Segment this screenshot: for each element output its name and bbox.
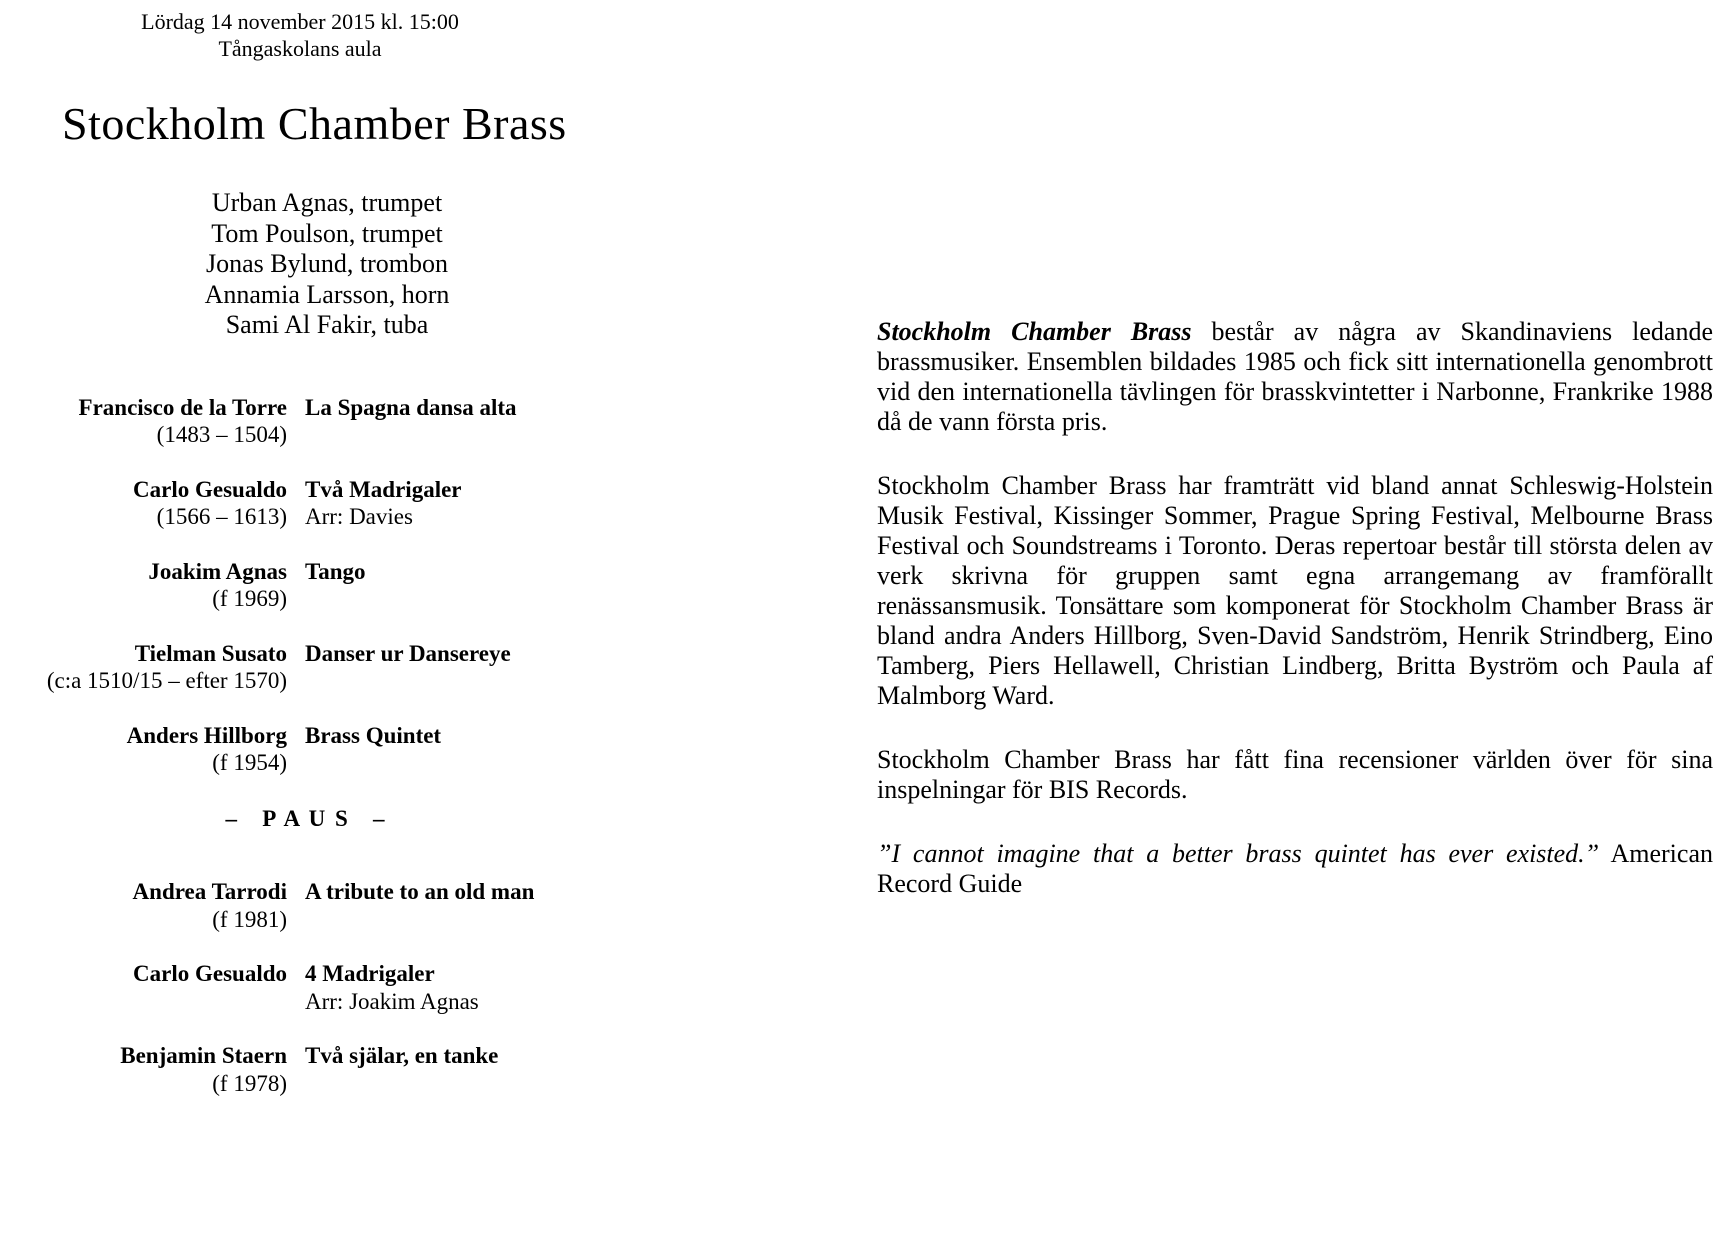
composer-name: Tielman Susato (134, 641, 287, 666)
composer-cell (0, 558, 287, 613)
event-details (0, 8, 600, 62)
piece-title: Danser ur Dansereye (305, 641, 511, 666)
composer-dates: (c:a 1510/15 – efter 1570) (46, 668, 287, 694)
piece-arranger: Arr: Davies (305, 504, 413, 530)
program-item (0, 878, 660, 933)
composer-name: Francisco de la Torre (78, 395, 287, 420)
performer: Urban Agnas, trumpet (211, 188, 443, 217)
review-quote (877, 839, 1713, 899)
piece-title: A tribute to an old man (305, 879, 535, 905)
quote-attribution: American Record Guide (877, 839, 1713, 898)
composer-cell (0, 960, 287, 1015)
about-paragraph-1-text: består av några av Skandinaviens ledande brassmusiker. Ensemblen bildades 1985 och fick sitt internationella genombrott vid den internationella tävlingen för brasskvintetter i Narbonne, Frankrike 1988 då de vann första pris. (877, 317, 1714, 436)
program-item (0, 558, 660, 613)
piece-cell (305, 476, 660, 531)
program-list (0, 394, 660, 1124)
program-item (0, 394, 660, 449)
program-item (0, 640, 660, 695)
program-item (0, 722, 660, 777)
composer-dates: (1483 – 1504) (156, 422, 287, 448)
about-paragraph-3: Stockholm Chamber Brass har fått fina recensioner världen över för sina inspelningar för BIS Records. (877, 745, 1713, 804)
performers-list (30, 188, 624, 341)
performer: Annamia Larsson, horn (204, 279, 450, 309)
piece-cell (305, 1042, 660, 1097)
composer-dates: (f 1969) (212, 586, 287, 612)
composer-name: Joakim Agnas (148, 559, 287, 584)
composer-cell (0, 722, 287, 777)
page-title: Stockholm Chamber Brass (62, 98, 567, 149)
composer-name: Carlo Gesualdo (133, 477, 287, 502)
composer-cell (0, 394, 287, 449)
ensemble-name-lead: Stockholm Chamber Brass (877, 317, 1192, 346)
piece-title: Två själar, en tanke (305, 1043, 499, 1069)
program-item (0, 476, 660, 531)
performer: Sami Al Fakir, tuba (225, 310, 429, 339)
piece-title: La Spagna dansa alta (305, 395, 517, 420)
piece-arranger: Arr: Joakim Agnas (305, 988, 479, 1014)
composer-dates: (1566 – 1613) (156, 504, 287, 530)
about-paragraph-2: Stockholm Chamber Brass har framträtt vid bland annat Schleswig-Holstein Musik Festival, Kissinger Sommer, Prague Spring Festival, Melbourne Brass Festival och Soundstreams i Toronto. Deras repertoar består till största delen av verk skrivna för gruppen samt egna arrangemang av framförallt renässansmusik. Tonsättare som komponerat för Stockholm Chamber Brass är bland andra Anders Hillborg, Sven-David Sandström, Henrik Strindberg, Eino Tamberg, Piers Hellawell, Christian Lindberg, Britta Byström och Paula af Malmborg Ward. (877, 471, 1713, 710)
composer-name: Benjamin Staern (120, 1043, 287, 1069)
piece-cell (305, 558, 660, 613)
piece-title: Två Madrigaler (305, 477, 462, 502)
composer-cell (0, 476, 287, 531)
piece-cell (305, 878, 660, 933)
event-venue: Tångaskolans aula (218, 36, 382, 61)
event-datetime: Lördag 14 november 2015 kl. 15:00 (141, 9, 459, 34)
piece-cell (305, 640, 660, 695)
program-item (0, 1042, 660, 1097)
performer: Jonas Bylund, trombon (206, 249, 448, 278)
piece-title: 4 Madrigaler (305, 961, 435, 987)
composer-name: Anders Hillborg (126, 723, 287, 748)
composer-cell (0, 878, 287, 933)
composer-name: Carlo Gesualdo (133, 961, 287, 987)
piece-title: Tango (305, 559, 366, 584)
composer-dates: (f 1954) (212, 750, 287, 776)
about-column (877, 317, 1713, 933)
composer-cell (0, 640, 287, 695)
program-item (0, 960, 660, 1015)
piece-title: Brass Quintet (305, 723, 442, 748)
intermission-label: – P A U S – (225, 805, 387, 831)
composer-dates: (f 1978) (212, 1070, 287, 1096)
composer-cell (0, 1042, 287, 1097)
piece-cell (305, 722, 660, 777)
piece-cell (305, 394, 660, 449)
quote-text: ”I cannot imagine that a better brass quintet has ever existed.” (877, 839, 1600, 868)
piece-cell (305, 960, 660, 1015)
about-paragraph-1 (877, 317, 1713, 437)
composer-name: Andrea Tarrodi (132, 879, 287, 905)
performer: Tom Poulson, trumpet (211, 218, 443, 248)
composer-dates: (f 1981) (212, 906, 287, 932)
